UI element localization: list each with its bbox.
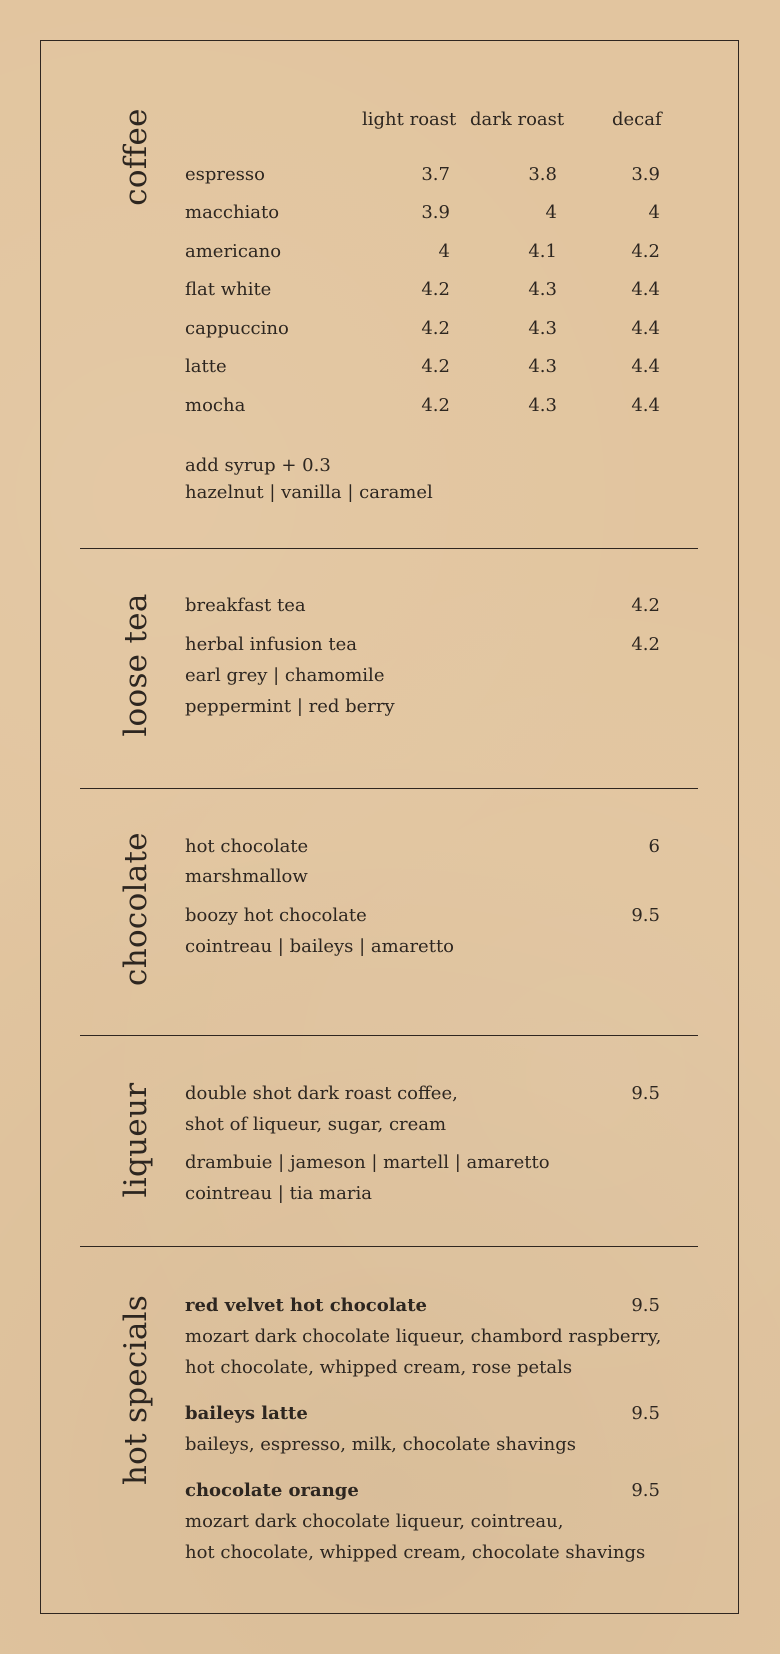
coffee-item-cappuccino: cappuccino	[185, 318, 289, 339]
section-title-hot-specials: hot specials	[118, 1294, 154, 1486]
chocolate-price: 6	[648, 836, 660, 857]
liqueur-options-line-2: cointreau | tia maria	[185, 1183, 372, 1204]
tea-item-breakfast: breakfast tea	[185, 595, 306, 616]
tea-options-line-1: earl grey | chamomile	[185, 665, 385, 686]
chocolate-item-hot-chocolate: hot chocolate	[185, 836, 309, 857]
coffee-price-decaf: 3.9	[631, 164, 660, 185]
special-desc-line-1: mozart dark chocolate liqueur, cointreau,	[185, 1511, 564, 1532]
special-desc-line-1: mozart dark chocolate liqueur, chambord raspberry,	[185, 1326, 662, 1347]
coffee-price-light: 4.2	[421, 356, 450, 377]
special-item-chocolate-orange: chocolate orange	[185, 1480, 359, 1501]
coffee-price-decaf: 4.2	[631, 241, 660, 262]
liqueur-price: 9.5	[631, 1083, 660, 1104]
coffee-price-light: 4.2	[421, 279, 450, 300]
tea-item-herbal: herbal infusion tea	[185, 634, 357, 655]
coffee-price-dark: 4.3	[528, 318, 557, 339]
section-divider	[80, 548, 698, 549]
coffee-price-dark: 3.8	[528, 164, 557, 185]
chocolate-item-desc: cointreau | baileys | amaretto	[185, 936, 455, 957]
coffee-price-dark: 4	[545, 202, 557, 223]
coffee-price-decaf: 4	[648, 202, 660, 223]
coffee-syrup-options: hazelnut | vanilla | caramel	[185, 482, 433, 503]
section-title-loose-tea: loose tea	[118, 593, 154, 737]
special-item-baileys-latte: baileys latte	[185, 1403, 308, 1424]
coffee-price-light: 3.7	[421, 164, 450, 185]
tea-price: 4.2	[631, 634, 660, 655]
coffee-syrup-line: add syrup + 0.3	[185, 455, 331, 476]
coffee-item-espresso: espresso	[185, 164, 265, 185]
coffee-price-light: 4.2	[421, 318, 450, 339]
tea-price: 4.2	[631, 595, 660, 616]
special-item-red-velvet: red velvet hot chocolate	[185, 1295, 427, 1316]
special-desc-line-1: baileys, espresso, milk, chocolate shavings	[185, 1434, 576, 1455]
coffee-header-decaf: decaf	[612, 109, 662, 130]
special-desc-line-2: hot chocolate, whipped cream, chocolate shavings	[185, 1542, 646, 1563]
coffee-price-decaf: 4.4	[631, 279, 660, 300]
coffee-price-dark: 4.1	[528, 241, 557, 262]
coffee-price-dark: 4.3	[528, 356, 557, 377]
chocolate-item-desc: marshmallow	[185, 866, 308, 887]
special-price: 9.5	[631, 1403, 660, 1424]
liqueur-options-line-1: drambuie | jameson | martell | amaretto	[185, 1152, 550, 1173]
coffee-price-light: 4.2	[421, 395, 450, 416]
chocolate-item-boozy: boozy hot chocolate	[185, 905, 367, 926]
coffee-price-dark: 4.3	[528, 279, 557, 300]
section-title-chocolate: chocolate	[118, 832, 154, 986]
coffee-item-latte: latte	[185, 356, 227, 377]
chocolate-price: 9.5	[631, 905, 660, 926]
coffee-item-americano: americano	[185, 241, 282, 262]
coffee-header-light-roast: light roast	[362, 109, 457, 130]
special-desc-line-2: hot chocolate, whipped cream, rose petals	[185, 1357, 573, 1378]
coffee-price-light: 3.9	[421, 202, 450, 223]
coffee-price-light: 4	[438, 241, 450, 262]
coffee-item-mocha: mocha	[185, 395, 246, 416]
liqueur-line-2: shot of liqueur, sugar, cream	[185, 1114, 447, 1135]
section-divider	[80, 1035, 698, 1036]
coffee-price-decaf: 4.4	[631, 356, 660, 377]
coffee-item-macchiato: macchiato	[185, 202, 280, 223]
coffee-header-dark-roast: dark roast	[470, 109, 565, 130]
coffee-item-flat-white: flat white	[185, 279, 272, 300]
special-price: 9.5	[631, 1295, 660, 1316]
section-divider	[80, 788, 698, 789]
section-title-coffee: coffee	[118, 108, 154, 206]
liqueur-line-1: double shot dark roast coffee,	[185, 1083, 458, 1104]
special-price: 9.5	[631, 1480, 660, 1501]
coffee-price-decaf: 4.4	[631, 318, 660, 339]
coffee-price-decaf: 4.4	[631, 395, 660, 416]
section-title-liqueur: liqueur	[118, 1082, 154, 1198]
coffee-price-dark: 4.3	[528, 395, 557, 416]
section-divider	[80, 1246, 698, 1247]
tea-options-line-2: peppermint | red berry	[185, 696, 395, 717]
